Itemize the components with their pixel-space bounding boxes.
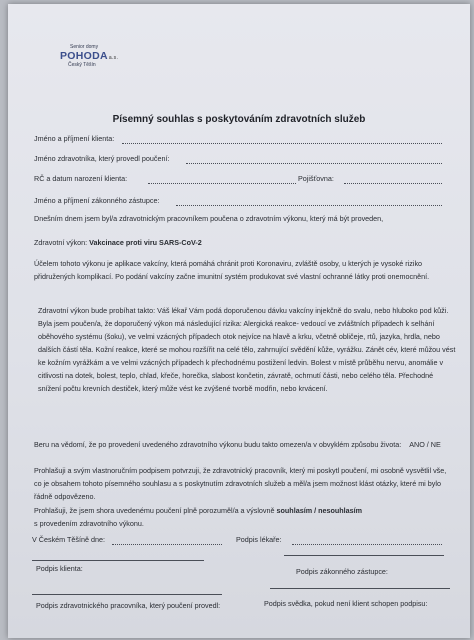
- client-signature-line[interactable]: [32, 560, 204, 561]
- field-label-birth-number: RČ a datum narození klienta:: [34, 174, 128, 183]
- acknowledge-paragraph: [34, 438, 454, 451]
- field-line-legal-rep[interactable]: [176, 205, 442, 206]
- legal-rep-signature-line[interactable]: [284, 555, 444, 556]
- place-date-label: V Českém Těšíně dne:: [32, 535, 105, 544]
- final-statement-post: s provedením zdravotního výkonu.: [34, 519, 144, 528]
- logo-suffix: a.s.: [108, 55, 119, 61]
- witness-signature-label: Podpis svědka, pokud není klient schopen podpisu:: [264, 599, 428, 608]
- company-logo: [60, 44, 140, 68]
- logo-line-1: Senior domy: [70, 44, 99, 50]
- legal-rep-signature-label: Podpis zákonného zástupce:: [296, 567, 388, 576]
- purpose-paragraph: Účelem tohoto výkonu je aplikace vakcíny, která pomáhá chránit proti Koronaviru, zvláště osoby, u kterých je vysoké riziko přidružených komplikací. Po podání vakcíny začne imunitní systém produkovat své vlastní ochranné látky proti onemocnění.: [34, 259, 430, 281]
- doctor-signature-label: Podpis lékaře:: [236, 535, 282, 544]
- doctor-signature-line[interactable]: [292, 544, 442, 545]
- logo-brand: [60, 50, 140, 62]
- final-statement: [34, 504, 454, 530]
- procedure-label: Zdravotní výkon:: [34, 238, 88, 247]
- description-paragraph: Zdravotní výkon bude probíhat takto: Váš lékař Vám podá doporučenou dávku vakcíny injekčně do svalu, nebo hluboko pod kůži. Byla jsem poučen/a, že doporučený výkon má následující rizika: Alergická reakce- vedoucí ve zvláštních případech k selhání oběhového systému (šoku), ve velmi vzácných případech otok nejvíce na hlavě a krku, včetně obličeje, rtů, jazyka, hrdla, nebo dalších částí těla. Kožní reakce, které se mohou rozšířit na celé tělo, zahrnující svědění kůže, vyrážku. Zánět cév, které můžou vést ke kožním vyrážkám a ve velmi vzácných případech k přechodnému postižení ledvin. Bolest v místě průběhu nervu, anomálie v citlivosti na dotek, bolest, teplo, chlad, křeče, horečka, slabost končetin, závratě, ochrnutí části, nebo celého těla. Přechodné snížení počtu krevních destiček, který může vést ke zvýšené tvorbě modřin, nebo krvácení.: [38, 306, 456, 393]
- field-label-patient-name: Jméno a příjmení klienta:: [34, 134, 115, 143]
- provider-signature-line[interactable]: [32, 594, 222, 595]
- ano-ne-choice[interactable]: ANO / NE: [409, 440, 441, 449]
- witness-signature-line[interactable]: [270, 588, 450, 589]
- final-statement-pre: Prohlašuji, že jsem shora uvedenému poučení plně porozuměl/a a výslovně: [34, 506, 275, 515]
- field-line-patient-name[interactable]: [122, 143, 442, 144]
- intro-paragraph: Dnešním dnem jsem byl/a zdravotnickým pracovníkem poučena o zdravotním výkonu, který má být proveden,: [34, 214, 384, 223]
- procedure-value: Vakcinace proti viru SARS-CoV-2: [89, 238, 202, 247]
- consent-form-sheet: [8, 4, 470, 638]
- procedure-line: [34, 236, 454, 249]
- logo-brand-name: POHODA: [60, 50, 108, 62]
- field-label-legal-rep: Jméno a příjmení zákonného zástupce:: [34, 196, 160, 205]
- place-date-line[interactable]: [112, 544, 222, 545]
- client-signature-label: Podpis klienta:: [36, 564, 83, 573]
- document-title: Písemný souhlas s poskytováním zdravotních služeb: [112, 114, 366, 125]
- field-line-provider-name[interactable]: [186, 163, 442, 164]
- consent-choice[interactable]: souhlasím / nesouhlasím: [276, 506, 363, 515]
- field-line-birth-number[interactable]: [148, 183, 296, 184]
- acknowledge-text: Beru na vědomí, že po provedení uvedeného zdravotního výkonu budu takto omezen/a v obvyklém způsobu života:: [34, 440, 402, 449]
- field-line-insurance[interactable]: [344, 183, 442, 184]
- logo-line-3: Český Těšín: [68, 62, 96, 68]
- provider-signature-label: Podpis zdravotnického pracovníka, který poučení provedl:: [36, 601, 221, 610]
- field-label-provider-name: Jméno zdravotníka, který provedl poučení:: [34, 154, 170, 163]
- field-label-insurance: Pojišťovna:: [298, 174, 334, 183]
- declaration-paragraph: Prohlašuji a svým vlastnoručním podpisem potvrzuji, že zdravotnický pracovník, který mi poskytl poučení, mi osobně vysvětlil vše, co je obsahem tohoto písemného souhlasu a s poskytnutím zdravotních služeb a měl/a jsem možnost klást otázky, které mi bylo řádně odpovězeno.: [34, 466, 447, 501]
